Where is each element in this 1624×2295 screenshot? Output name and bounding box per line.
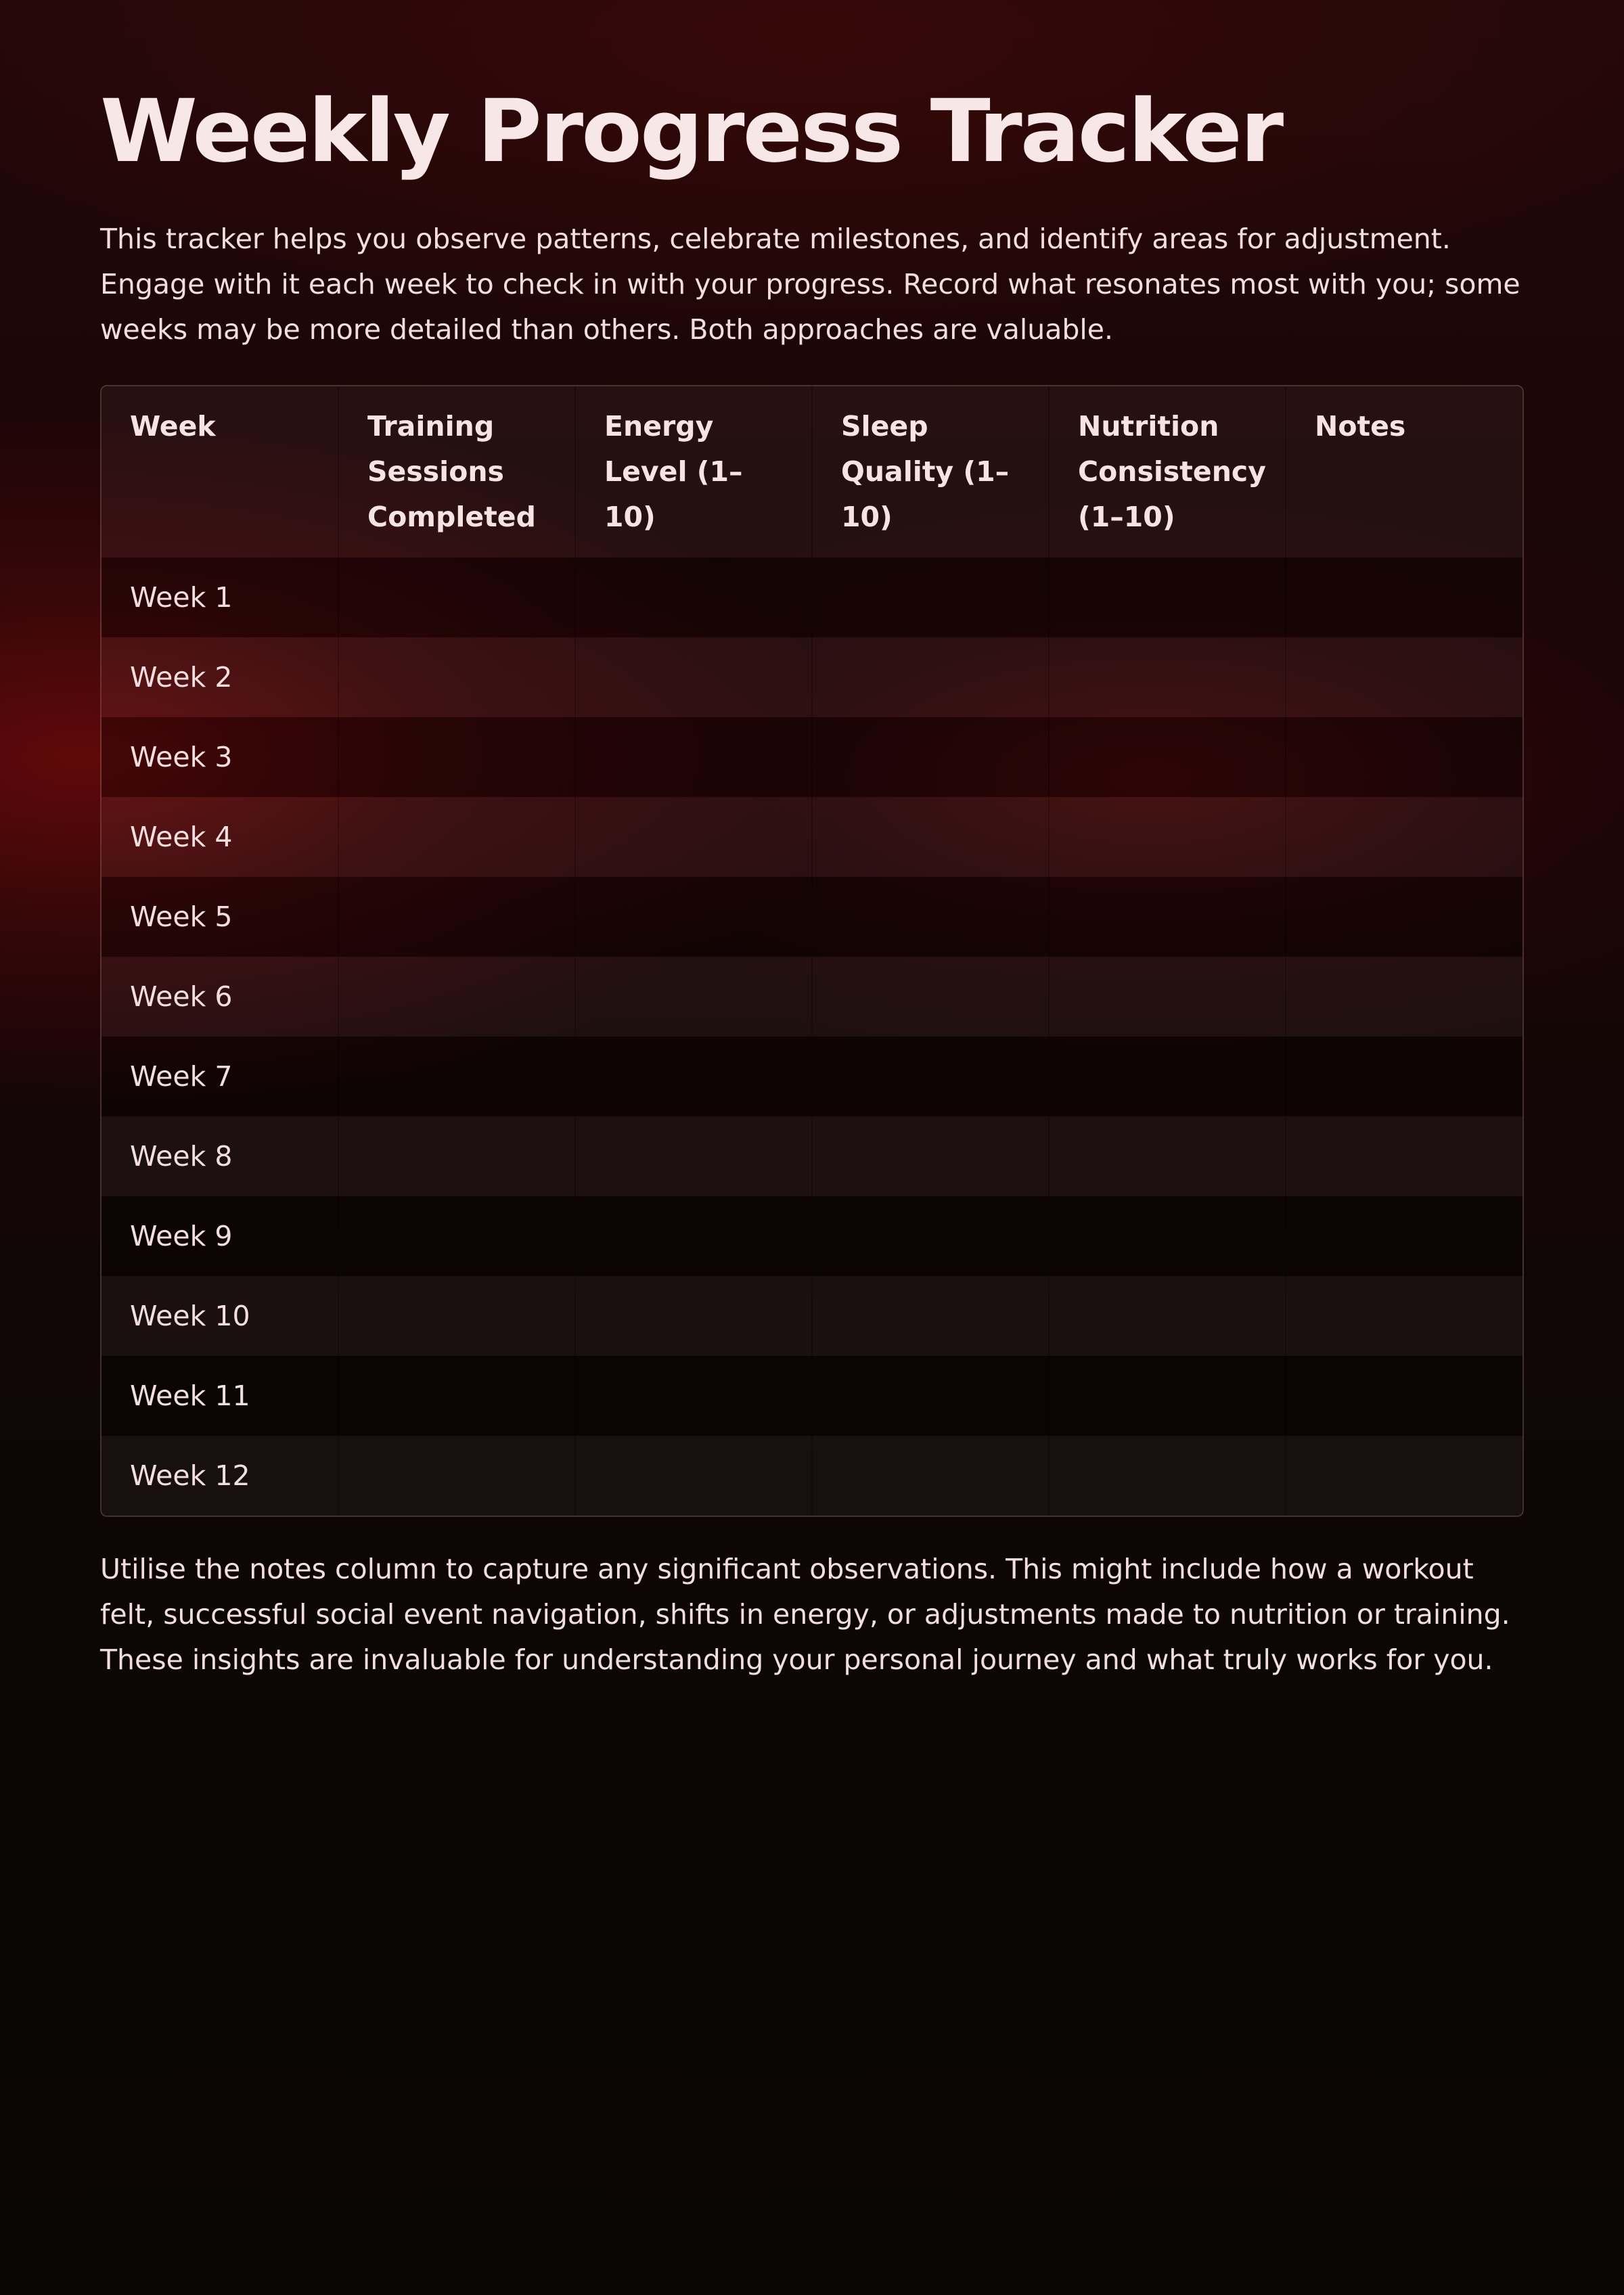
- energy-level-cell[interactable]: [575, 1436, 812, 1516]
- sleep-quality-cell[interactable]: [812, 877, 1049, 957]
- table-row: [102, 1356, 1522, 1436]
- energy-level-cell[interactable]: [575, 877, 812, 957]
- notes-guidance-paragraph: Utilise the notes column to capture any significant observations. This might include how a workout felt, successful social event navigation, shifts in energy, or adjustments made to nutrition or training. These insights are invaluable for understanding your personal journey and what truly works for you.: [100, 1553, 1510, 1676]
- training-sessions-cell[interactable]: [338, 1356, 575, 1436]
- energy-level-cell[interactable]: [575, 1196, 812, 1276]
- nutrition-consistency-cell[interactable]: [1049, 957, 1286, 1037]
- nutrition-consistency-cell[interactable]: [1049, 1356, 1286, 1436]
- nutrition-consistency-cell[interactable]: [1049, 1116, 1286, 1196]
- sleep-quality-cell[interactable]: [812, 1276, 1049, 1356]
- notes-cell[interactable]: [1286, 957, 1522, 1037]
- table-row: [102, 1276, 1522, 1356]
- notes-cell[interactable]: [1286, 877, 1522, 957]
- notes-cell[interactable]: [1286, 1037, 1522, 1116]
- training-sessions-cell[interactable]: [338, 1276, 575, 1356]
- notes-cell[interactable]: [1286, 637, 1522, 717]
- week-label-cell: Week 12: [102, 1436, 338, 1516]
- header-notes: Notes: [1286, 386, 1522, 558]
- sleep-quality-cell[interactable]: [812, 637, 1049, 717]
- table-row: [102, 717, 1522, 797]
- week-label-cell: Week 4: [102, 797, 338, 877]
- sleep-quality-cell[interactable]: [812, 1196, 1049, 1276]
- notes-cell[interactable]: [1286, 797, 1522, 877]
- energy-level-cell[interactable]: [575, 717, 812, 797]
- week-label-cell: Week 5: [102, 877, 338, 957]
- energy-level-cell[interactable]: [575, 558, 812, 637]
- energy-level-cell[interactable]: [575, 1037, 812, 1116]
- nutrition-consistency-cell[interactable]: [1049, 797, 1286, 877]
- training-sessions-cell[interactable]: [338, 877, 575, 957]
- energy-level-cell[interactable]: [575, 637, 812, 717]
- header-energy-level: Energy Level (1–10): [575, 386, 812, 558]
- sleep-quality-cell[interactable]: [812, 1037, 1049, 1116]
- nutrition-consistency-cell[interactable]: [1049, 717, 1286, 797]
- sleep-quality-cell[interactable]: [812, 717, 1049, 797]
- training-sessions-cell[interactable]: [338, 1116, 575, 1196]
- nutrition-consistency-cell[interactable]: [1049, 877, 1286, 957]
- week-label-cell: Week 3: [102, 717, 338, 797]
- nutrition-consistency-cell[interactable]: [1049, 1037, 1286, 1116]
- week-label-cell: Week 11: [102, 1356, 338, 1436]
- training-sessions-cell[interactable]: [338, 558, 575, 637]
- energy-level-cell[interactable]: [575, 1356, 812, 1436]
- header-sleep-quality: Sleep Quality (1–10): [812, 386, 1049, 558]
- training-sessions-cell[interactable]: [338, 717, 575, 797]
- week-label-cell: Week 9: [102, 1196, 338, 1276]
- week-label-cell: Week 10: [102, 1276, 338, 1356]
- training-sessions-cell[interactable]: [338, 637, 575, 717]
- sleep-quality-cell[interactable]: [812, 1356, 1049, 1436]
- sleep-quality-cell[interactable]: [812, 1116, 1049, 1196]
- table-row: [102, 1037, 1522, 1116]
- table-row: [102, 957, 1522, 1037]
- header-training-sessions: Training Sessions Completed: [338, 386, 575, 558]
- table-row: [102, 637, 1522, 717]
- notes-cell[interactable]: [1286, 717, 1522, 797]
- sleep-quality-cell[interactable]: [812, 957, 1049, 1037]
- table-row: [102, 1436, 1522, 1516]
- sleep-quality-cell[interactable]: [812, 558, 1049, 637]
- table-row: [102, 797, 1522, 877]
- header-nutrition-consistency: Nutrition Consistency (1–10): [1049, 386, 1286, 558]
- energy-level-cell[interactable]: [575, 957, 812, 1037]
- training-sessions-cell[interactable]: [338, 1436, 575, 1516]
- notes-cell[interactable]: [1286, 1116, 1522, 1196]
- table-header-row: [102, 386, 1522, 558]
- energy-level-cell[interactable]: [575, 1276, 812, 1356]
- intro-paragraph: This tracker helps you observe patterns, celebrate milestones, and identify areas for adjustment. Engage with it each week to check in with your progress. Record what resonates most with you; some weeks may be more detailed than others. Both approaches are valuable.: [100, 223, 1520, 346]
- page-title: Weekly Progress Tracker: [100, 81, 1282, 182]
- tracker-page: [100, 74, 1524, 1683]
- table-row: [102, 558, 1522, 637]
- notes-cell[interactable]: [1286, 1436, 1522, 1516]
- training-sessions-cell[interactable]: [338, 957, 575, 1037]
- sleep-quality-cell[interactable]: [812, 1436, 1049, 1516]
- notes-cell[interactable]: [1286, 1196, 1522, 1276]
- week-label-cell: Week 2: [102, 637, 338, 717]
- progress-table-container: [100, 385, 1524, 1517]
- sleep-quality-cell[interactable]: [812, 797, 1049, 877]
- training-sessions-cell[interactable]: [338, 1196, 575, 1276]
- nutrition-consistency-cell[interactable]: [1049, 1436, 1286, 1516]
- nutrition-consistency-cell[interactable]: [1049, 637, 1286, 717]
- nutrition-consistency-cell[interactable]: [1049, 558, 1286, 637]
- progress-table: [102, 386, 1522, 1516]
- notes-cell[interactable]: [1286, 558, 1522, 637]
- energy-level-cell[interactable]: [575, 1116, 812, 1196]
- header-week: Week: [102, 386, 338, 558]
- week-label-cell: Week 7: [102, 1037, 338, 1116]
- training-sessions-cell[interactable]: [338, 797, 575, 877]
- notes-cell[interactable]: [1286, 1356, 1522, 1436]
- training-sessions-cell[interactable]: [338, 1037, 575, 1116]
- week-label-cell: Week 1: [102, 558, 338, 637]
- table-row: [102, 877, 1522, 957]
- table-body: [102, 558, 1522, 1516]
- nutrition-consistency-cell[interactable]: [1049, 1196, 1286, 1276]
- nutrition-consistency-cell[interactable]: [1049, 1276, 1286, 1356]
- energy-level-cell[interactable]: [575, 797, 812, 877]
- week-label-cell: Week 8: [102, 1116, 338, 1196]
- table-row: [102, 1116, 1522, 1196]
- week-label-cell: Week 6: [102, 957, 338, 1037]
- table-row: [102, 1196, 1522, 1276]
- notes-cell[interactable]: [1286, 1276, 1522, 1356]
